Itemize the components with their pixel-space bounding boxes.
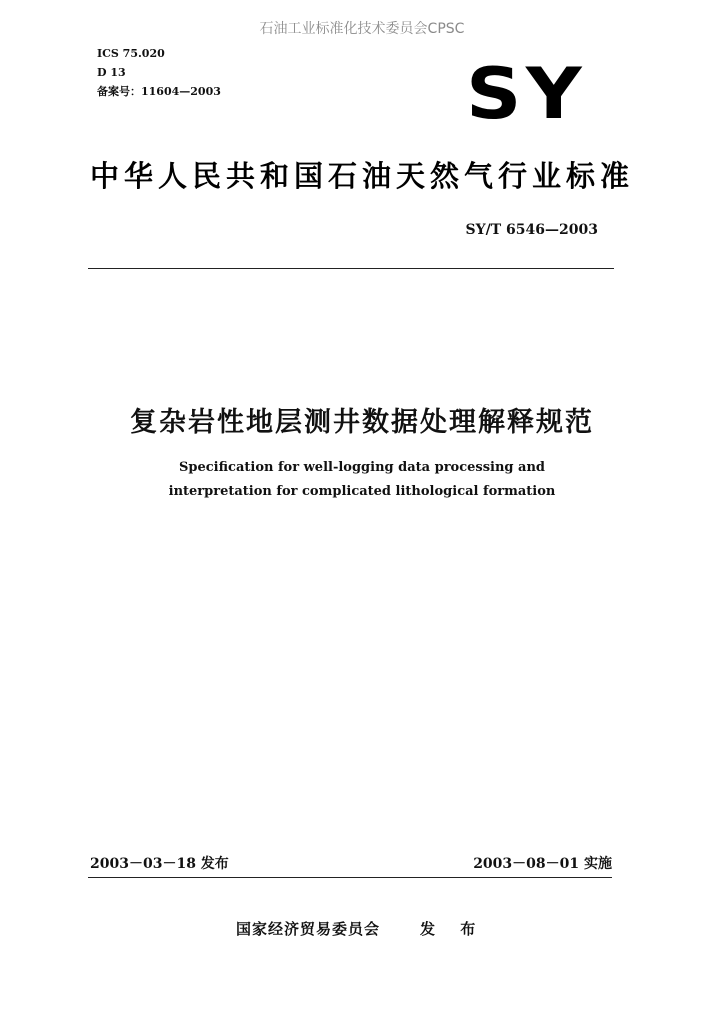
record-number: 备案号：11604—2003 — [97, 85, 221, 98]
issue-action: 发 布 — [420, 920, 486, 938]
ccs-number: D 13 — [97, 66, 126, 79]
standard-code: SY/T 6546—2003 — [465, 222, 598, 238]
standard-title: 中华人民共和国石油天然气行业标准 — [89, 159, 634, 193]
effective-date: 2003－08－01 实施 — [473, 856, 612, 872]
footer-divider — [88, 877, 612, 878]
sy-logo: SY — [466, 53, 587, 135]
header-divider — [88, 268, 614, 269]
document-title-en-line2: interpretation for complicated lithological formation — [168, 484, 556, 499]
document-title-cn: 复杂岩性地层测井数据处理解释规范 — [130, 407, 594, 438]
ics-number: ICS 75.020 — [97, 47, 165, 60]
watermark: 石油工业标准化技术委员会CPSC — [259, 21, 465, 37]
document-title-en-line1: Specification for well-logging data processing and — [178, 460, 546, 475]
publish-date: 2003－03－18 发布 — [90, 856, 229, 872]
issuer-name: 国家经济贸易委员会 — [236, 920, 381, 938]
